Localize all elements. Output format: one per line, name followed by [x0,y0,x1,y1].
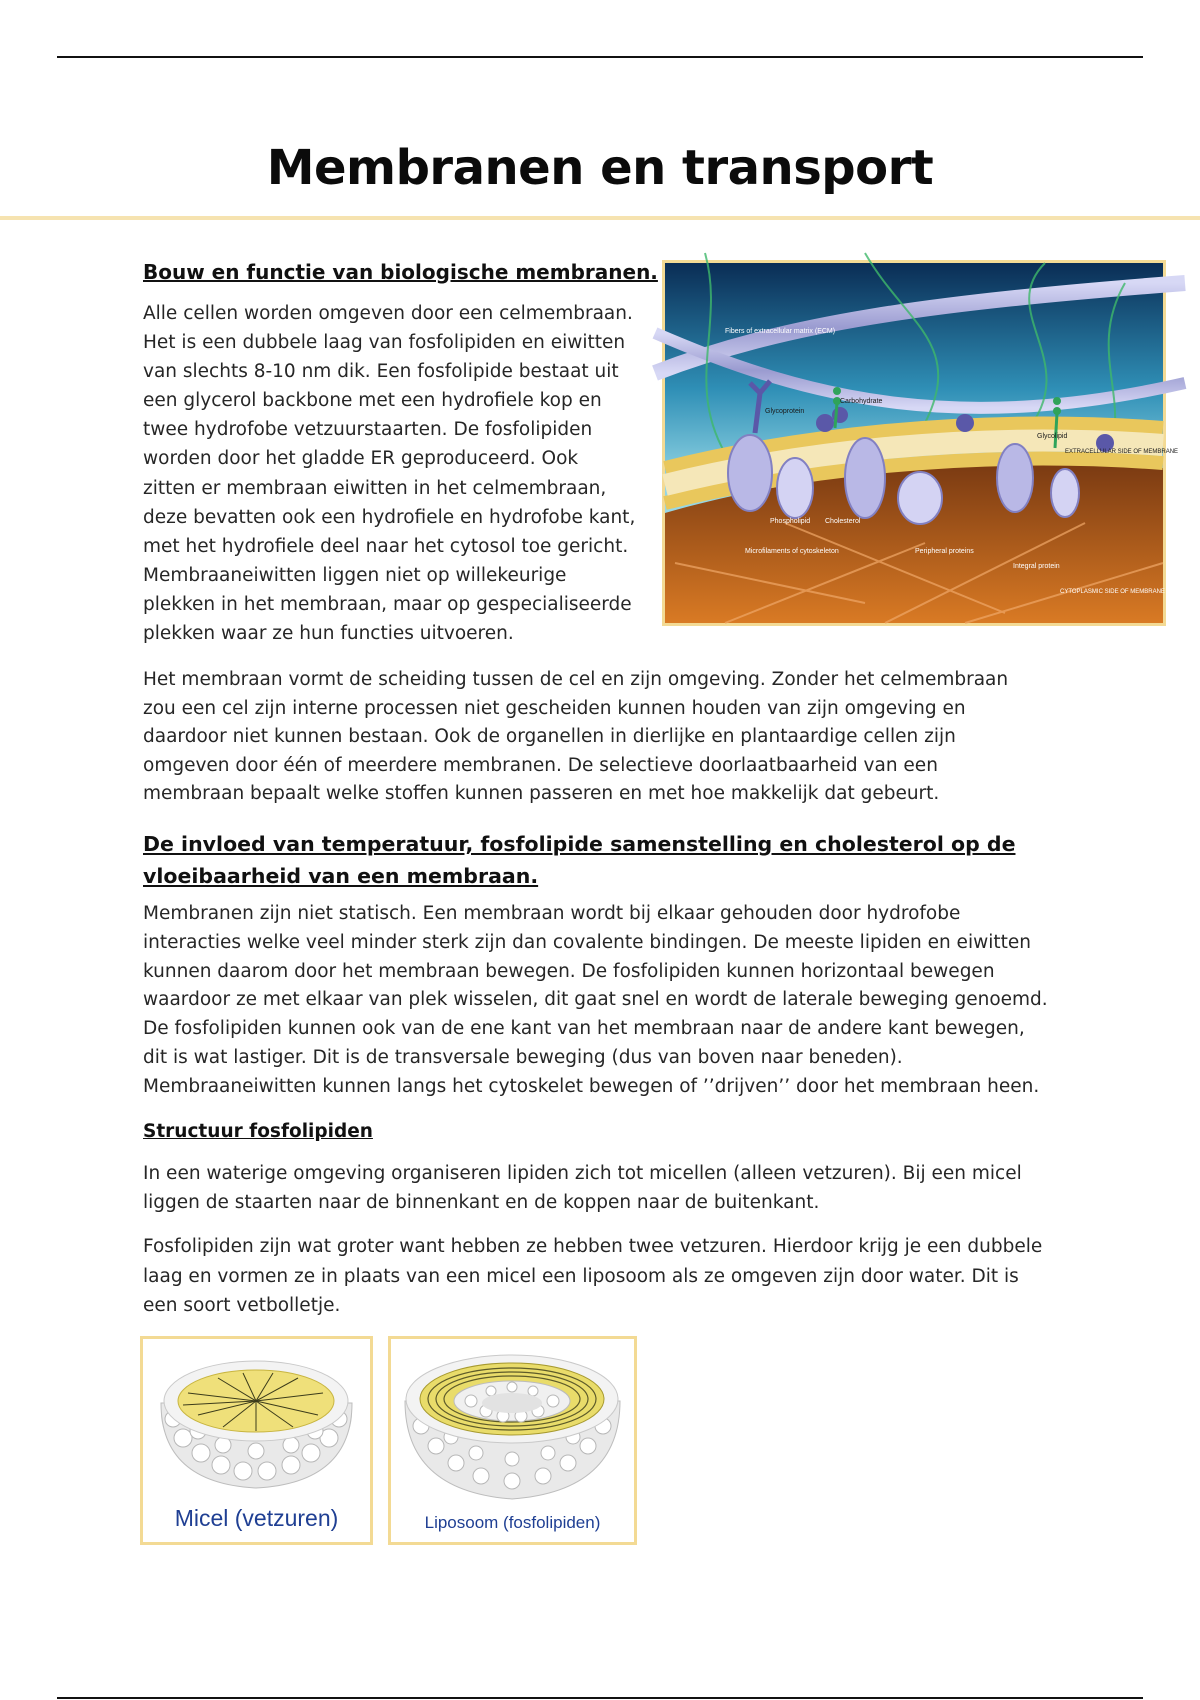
label-phospholipid: Phospholipid [770,518,811,525]
text-line: omgeven door één of meerdere membranen. De selectieve doorlaatbaarheid van een [143,754,938,776]
paragraph-scheiding [143,666,1008,809]
text-line: De fosfolipiden kunnen ook van de ene kant van het membraan naar de andere kant bewegen, [143,1018,1025,1040]
text-line: daardoor niet kunnen bestaan. Ook de organellen in dierlijke en plantaardige cellen zijn [143,726,956,748]
label-carbohydrate: Carbohydrate [840,398,883,405]
label-glycolipid: Glycolipid [1037,433,1068,440]
paragraph-bouw [143,299,635,648]
label-cytoplasmic: CYTOPLASMIC SIDE OF MEMBRANE [1060,589,1165,595]
text-line: membraan bepaalt welke stoffen kunnen passeren en met hoe makkelijk dat gebeurt. [143,783,940,805]
text-line: dit is wat lastiger. Dit is de transversale beweging (dus van boven naar beneden). [143,1046,903,1068]
text-line: In een waterige omgeving organiseren lipiden zich tot micellen (alleen vetzuren). Bij een micel [143,1163,1022,1184]
text-line: Het membraan vormt de scheiding tussen de cel en zijn omgeving. Zonder het celmembraan [143,669,1009,690]
text-line: een glycerol backbone met een hydrofiele kop en [143,390,602,412]
micel-illustration [143,1343,370,1503]
text-line: interacties welke veel minder sterk zijn dan covalente bindingen. De meeste lipiden en eiwitten [143,931,1031,953]
paragraph-liposoom [143,1232,1042,1321]
text-line: plekken waar ze hun functies uitvoeren. [143,623,514,645]
section-heading-bouw: Bouw en functie van biologische membranen. [143,260,658,284]
text-line: een soort vetbolletje. [143,1295,341,1316]
text-line: worden door het gladde ER geproduceerd. Ook [143,448,579,470]
label-glycoprotein: Glycoprotein [765,408,805,415]
section-heading-structuur: Structuur fosfolipiden [143,1121,373,1142]
liposoom-illustration [391,1341,634,1511]
liposoom-figure [388,1336,637,1545]
text-line: deze bevatten ook een hydrofiele en hydrofobe kant, [143,506,636,528]
label-integral: Integral protein [1013,563,1060,570]
micel-caption: Micel (vetzuren) [174,1505,339,1531]
text-line: waardoor ze met elkaar van plek wisselen, dit gaat snel en wordt de laterale beweging genoemd. [143,989,1048,1011]
text-line: Het is een dubbele laag van fosfolipiden en eiwitten [143,332,626,354]
label-cholesterol: Cholesterol [825,518,861,525]
text-line: laag en vormen ze in plaats van een micel een liposoom als ze omgeven zijn door water. Dit is [143,1265,1019,1287]
text-line: twee hydrofobe vetzuurstaarten. De fosfolipiden [143,419,593,441]
text-line: Fosfolipiden zijn wat groter want hebben ze hebben twee vetzuren. Hierdoor krijg je een dubbele [143,1236,1043,1257]
text-line: met het hydrofiele deel naar het cytosol toe gericht. [143,535,629,557]
text-line: kunnen daarom door het membraan bewegen. De fosfolipiden kunnen horizontaal bewegen [143,960,995,982]
label-peripheral: Peripheral proteins [915,548,974,555]
top-rule [57,56,1143,58]
label-ecm: Fibers of extracellular matrix (ECM) [725,328,836,335]
label-extracellular: EXTRACELLULAR SIDE OF MEMBRANE [1065,449,1179,455]
text-line: Membranen zijn niet statisch. Een membraan wordt bij elkaar gehouden door hydrofobe [143,903,961,924]
title-divider [0,216,1200,220]
text-line: Membraaneiwitten kunnen langs het cytoskelet bewegen of ’’drijven’’ door het membraan heen. [143,1075,1040,1097]
text-line: zou een cel zijn interne processen niet gescheiden kunnen houden van zijn omgeving en [143,697,966,719]
heading-line: vloeibaarheid van een membraan. [143,864,539,888]
text-line: Membraaneiwitten liggen niet op willekeurige [143,564,567,586]
paragraph-vloeibaarheid [143,900,1048,1102]
cell-membrane-illustration [665,263,1179,623]
page-title: Membranen en transport [266,140,934,196]
text-line: plekken in het membraan, maar op gespecialiseerde [143,593,632,615]
section-heading-vloeibaarheid [143,828,1015,892]
text-line: Alle cellen worden omgeven door een celmembraan. [143,303,633,324]
text-line: zitten er membraan eiwitten in het celmembraan, [143,477,607,499]
label-microfilaments: Microfilaments of cytoskeleton [745,548,839,555]
text-line: liggen de staarten naar de binnenkant en de koppen naar de buitenkant. [143,1192,820,1213]
text-line: van slechts 8-10 nm dik. Een fosfolipide bestaat uit [143,361,619,383]
paragraph-micellen [143,1159,1022,1217]
bottom-rule [57,1697,1143,1699]
heading-line: De invloed van temperatuur, fosfolipide samenstelling en cholesterol op de [143,832,1016,856]
liposoom-caption: Liposoom (fosfolipiden) [424,1513,601,1532]
cell-membrane-figure [662,260,1179,626]
micel-figure [140,1336,373,1545]
